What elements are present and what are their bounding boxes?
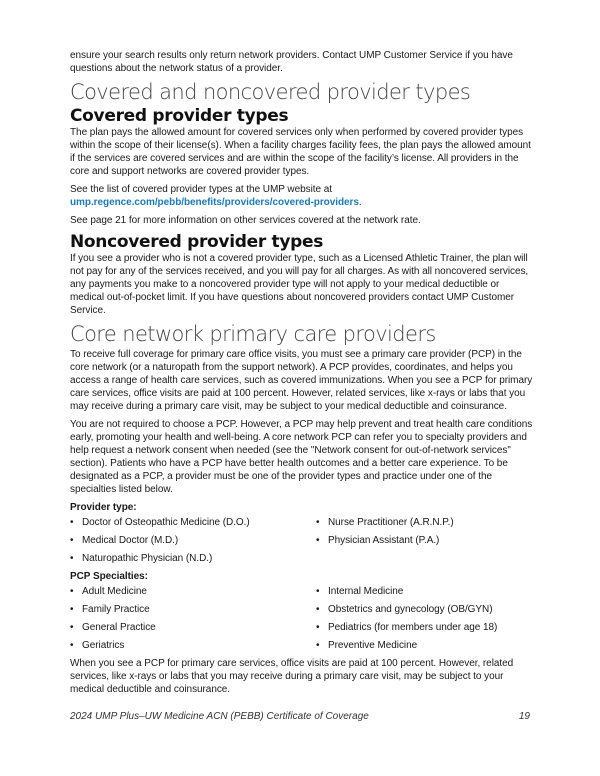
list-item: • Internal Medicine: [316, 585, 534, 598]
section-heading: Core network primary care providers: [70, 322, 436, 346]
paragraph: See page 21 for more information on other services covered at the network rate.: [70, 215, 421, 226]
list-item: • Preventive Medicine: [316, 639, 534, 652]
subsection-heading: Noncovered provider types: [70, 232, 324, 252]
provider-type-label: Provider type:: [70, 502, 137, 513]
covered-providers-link[interactable]: ump.regence.com/pebb/benefits/providers/covered-providers: [70, 197, 359, 208]
paragraph: If you see a provider who is not a covered provider type, such as a Licensed Athletic Trainer, the plan will not pay for any of the services received, and you will pay for all charges. As with all noncovered services, any payments you make to a noncovered provider type will not apply to your medical deductible or medical out-of-pocket limit. If you have questions about noncovered providers contact UMP Customer Service.: [70, 253, 529, 316]
list-item: • Obstetrics and gynecology (OB/GYN): [316, 603, 534, 616]
list-item: • Family Practice: [70, 603, 316, 616]
period: .: [358, 197, 362, 208]
section-heading: Covered and noncovered provider types: [70, 80, 471, 104]
list-item: • Adult Medicine: [70, 585, 316, 598]
page-number: 19: [518, 711, 530, 722]
list-item: • Naturopathic Physician (N.D.): [70, 552, 316, 565]
subsection-heading: Covered provider types: [70, 106, 289, 126]
paragraph-text: See the list of covered provider types at the UMP website at: [70, 184, 332, 195]
specialties-label: PCP Specialties:: [70, 571, 148, 582]
list-item: • Physician Assistant (P.A.): [316, 534, 534, 547]
paragraph: [70, 183, 534, 209]
intro-paragraph: ensure your search results only return network providers. Contact UMP Customer Service if you have questions about the network status of a provider.: [70, 50, 513, 74]
list-item: • Nurse Practitioner (A.R.N.P.): [316, 516, 534, 529]
paragraph: You are not required to choose a PCP. However, a PCP may help prevent and treat health care conditions early, promoting your health and well-being. A core network PCP can refer you to specialty providers and help request a network consent when needed (see the "Network consent for out-of-network services" section). Patients who have a PCP have better health outcomes and a better care experience. To be designated as a PCP, a provider must be one of the provider types and practice under one of the specialties listed below.: [70, 419, 533, 495]
list-item: • Pediatrics (for members under age 18): [316, 621, 534, 634]
provider-type-list: [70, 516, 534, 565]
specialties-list: [70, 585, 534, 652]
list-item: • Geriatrics: [70, 639, 316, 652]
page-content: [70, 0, 534, 696]
paragraph: When you see a PCP for primary care services, office visits are paid at 100 percent. However, related services, like x-rays or labs that you may receive during a primary care visit, may be subject to your medical deductible and coinsurance.: [70, 658, 514, 695]
list-item: • Doctor of Osteopathic Medicine (D.O.): [70, 516, 316, 529]
list-item: • Medical Doctor (M.D.): [70, 534, 316, 547]
footer-title: 2024 UMP Plus–UW Medicine ACN (PEBB) Certificate of Coverage: [70, 711, 369, 722]
paragraph: To receive full coverage for primary care office visits, you must see a primary care provider (PCP) in the core network (or a naturopath from the support network). A PCP provides, coordinates, and helps you access a range of health care services, such as covered immunizations. When you see a PCP for primary care services, office visits are paid at 100 percent. However, related services, like x-rays or labs that you may receive during a primary care visit, may be subject to your medical deductible and coinsurance.: [70, 349, 533, 412]
paragraph: The plan pays the allowed amount for covered services only when performed by covered provider types within the scope of their license(s). When a facility charges facility fees, the plan pays the allowed amount if the services are covered services and are within the scope of the facility’s license. All providers in the core and support networks are covered provider types.: [70, 127, 531, 177]
list-item: • General Practice: [70, 621, 316, 634]
page-footer: [70, 710, 530, 730]
